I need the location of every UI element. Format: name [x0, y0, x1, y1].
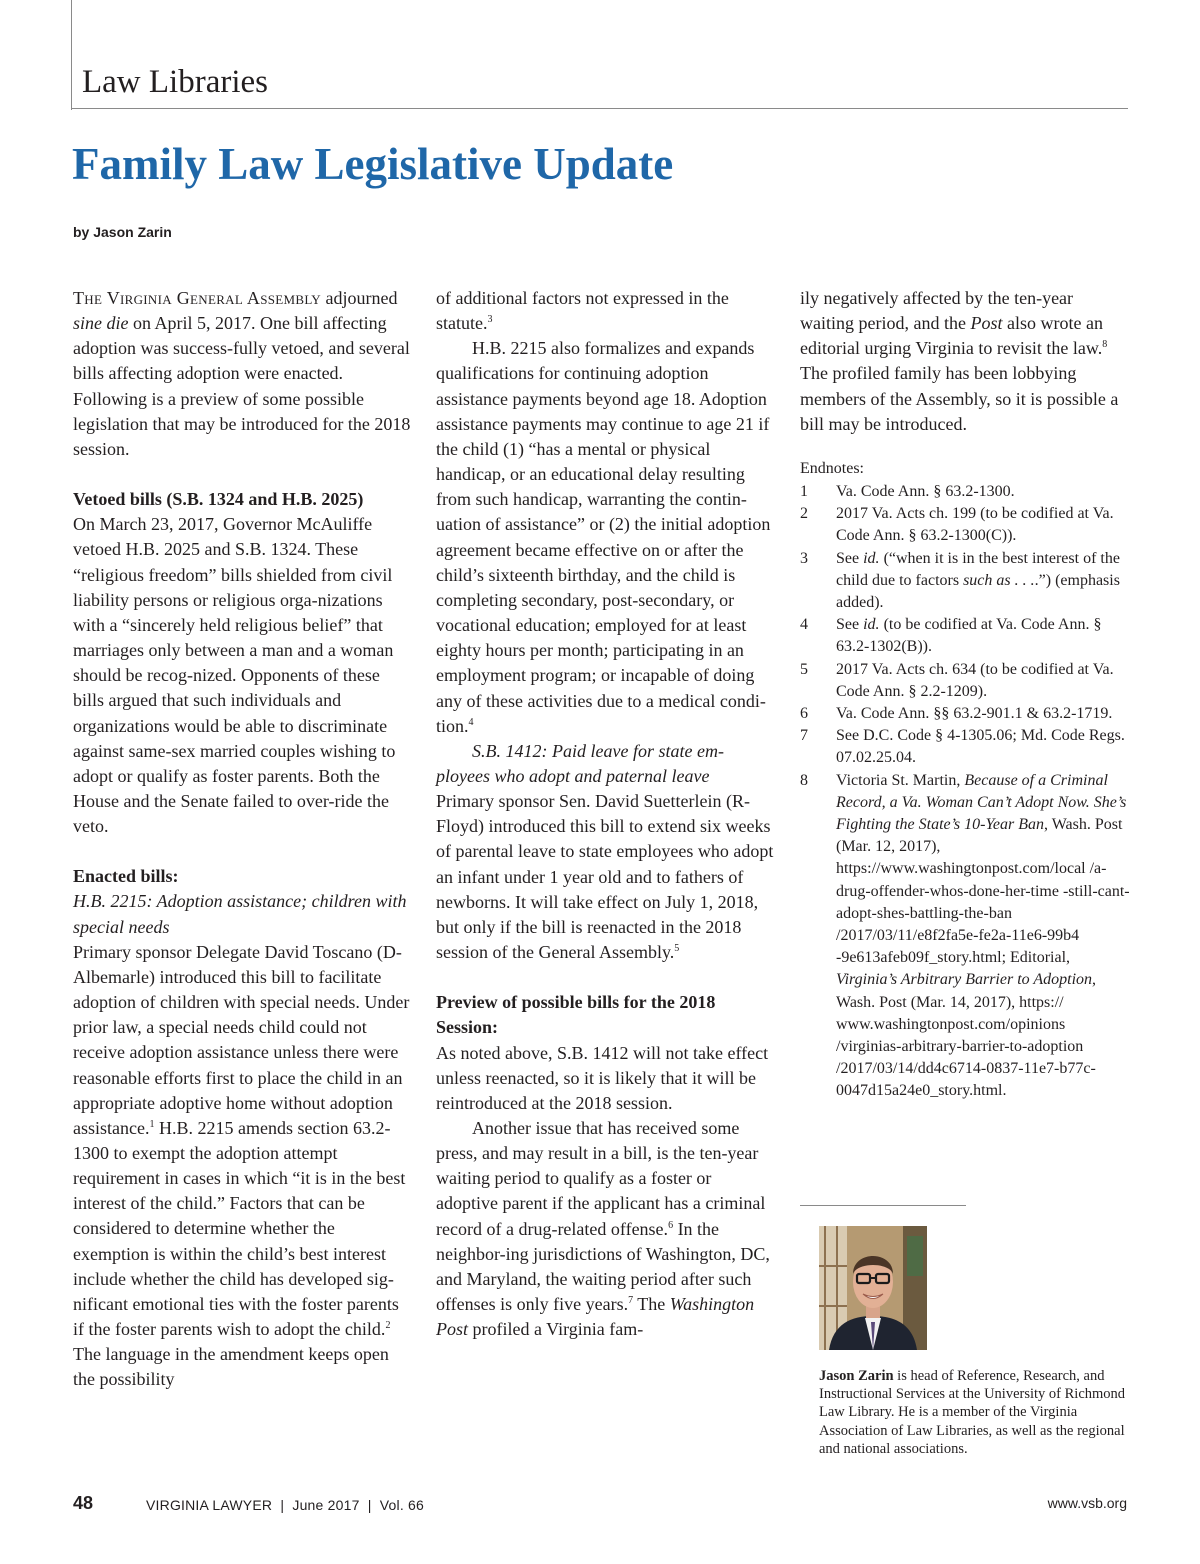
header-horizontal-rule	[71, 108, 1128, 109]
sb-1412-title: S.B. 1412: Paid leave for state em-ployees who adopt and paternal leave	[436, 740, 724, 786]
endnote-item: 6 Va. Code Ann. §§ 63.2-901.1 & 63.2-1719.	[800, 704, 1113, 722]
intro-paragraph: The Virginia General Assembly adjourned sine die on April 5, 2017. One bill affecting adoption was success-fully vetoed, and several bills affecting adoption were enacted. Following is a preview of some possible legislation that may be introduced for the 2018 session.	[73, 288, 411, 459]
intro-lead: The Virginia General Assembly	[73, 288, 321, 308]
article-title: Family Law Legislative Update	[72, 139, 674, 189]
vetoed-paragraph: On March 23, 2017, Governor McAuliffe vetoed H.B. 2025 and S.B. 1324. These “religious freedom” bills shielded from civil liability persons or religious orga-nizations with a “sincerely held religious belief” that marriages only between a man and a woman should be recog-nized. Opponents of these bills argued that such individuals and organizations would be able to discriminate against same-sex married couples wishing to adopt or qualify as foster parents. Both the House and the Senate failed to over-ride the veto.	[73, 514, 396, 837]
endnote-item: 7 See D.C. Code § 4-1305.06; Md. Code Regs. 07.02.25.04.	[800, 727, 1125, 767]
endnote-item: 4 See id. (to be codified at Va. Code Ann. § 63.2-1302(B)).	[800, 616, 1102, 656]
endnote-item: 1 Va. Code Ann. § 63.2-1300.	[800, 482, 1015, 500]
endnote-item: 3 See id. (“when it is in the best interest of the child due to factors such as . . ..”) (emphasis added).	[800, 549, 1120, 611]
column-2	[436, 286, 776, 1342]
preview-heading: Preview of possible bills for the 2018 Session:	[436, 992, 716, 1038]
hb-2215-paragraph: Primary sponsor Delegate David Toscano (D-Albemarle) introduced this bill to facilitate adoption of children with special needs. Under prior law, a special needs child could not receive adoption assistance unless there were reasonable efforts first to place the child in an appropriate adoptive home without adoption assistance.$^1$ H.B. 2215 amends section 63.2-1300 to exempt the adoption attempt requirement in cases in which “it is in the best interest of the child.” Factors that can be considered to determine whether the exemption is within the child’s best interest include whether the child has developed sig-nificant emotional ties with the foster parents if the foster parents wish to adopt the child.$^2$ The language in the amendment keeps open the possibility	[73, 941, 410, 1390]
endnote-ref[interactable]: 1	[149, 1118, 155, 1130]
endnote-ref[interactable]: 3	[487, 314, 493, 326]
hb-2215-title: H.B. 2215: Adoption assistance; children with special needs	[73, 891, 407, 937]
endnote-item: 2 2017 Va. Acts ch. 199 (to be codified at Va. Code Ann. § 63.2-1300(C)).	[800, 505, 1114, 545]
endnote-ref[interactable]: 8	[1102, 339, 1108, 351]
endnote-ref[interactable]: 4	[468, 716, 474, 728]
continuation-paragraph: ily negatively affected by the ten-year waiting period, and the Post also wrote an editorial urging Virginia to revisit the law.$^8$ The profiled family has been lobbying members of the Assembly, so it is possible a bill may be introduced.	[800, 288, 1119, 434]
author-name: Jason Zarin	[819, 1368, 894, 1384]
vetoed-heading: Vetoed bills (S.B. 1324 and H.B. 2025)	[73, 489, 364, 510]
byline: by Jason Zarin	[73, 224, 172, 240]
column-1	[73, 286, 413, 1393]
endnote-ref[interactable]: 5	[674, 943, 680, 955]
column-3	[800, 286, 1130, 1103]
section-label: Law Libraries	[82, 64, 268, 100]
bio-rule	[800, 1205, 966, 1206]
endnote-item: 8 Victoria St. Martin, Because of a Criminal Record, a Va. Woman Can’t Adopt Now. She’s Fighting the State’s 10-Year Ban, Wash. Post (Mar. 12, 2017), https://www.washingtonpost.com/local /a-drug-offender-whos-done-her-time -still-cant-adopt-shes-battling-the-ban /2017/03/11/e8f2fa5e-fe2a-11e6-99b4 -9e613afeb09f_story.html; Editorial, Virginia’s Arbitrary Barrier to Adoption, Wash. Post (Mar. 14, 2017), https:// www.washingtonpost.com/opinions /virginias-arbitrary-barrier-to-adoption /2017/03/14/dd4c6714-0837-11e7-b77c-0047d15a24e0_story.html.	[800, 771, 1130, 1100]
endnotes-heading: Endnotes:	[800, 459, 864, 477]
author-photo	[819, 1226, 927, 1350]
continuation-paragraph: of additional factors not expressed in the statute.$^3$	[436, 288, 729, 334]
page-number: 48	[73, 1493, 94, 1513]
footer-url[interactable]: www.vsb.org	[1047, 1495, 1127, 1511]
endnote-ref[interactable]: 7	[628, 1295, 634, 1307]
enacted-heading: Enacted bills:	[73, 866, 179, 887]
endnote-ref[interactable]: 6	[668, 1219, 674, 1231]
endnote-ref[interactable]: 2	[385, 1320, 391, 1332]
author-bio: Jason Zarin is head of Reference, Research, and Instructional Services at the University of Richmond Law Library. He is a member of the Virginia Association of Law Libraries, as well as the regional and national associations.	[819, 1368, 1126, 1457]
endnotes-list	[800, 481, 1130, 1103]
hb-2215-qualifications-paragraph: H.B. 2215 also formalizes and expands qualifications for continuing adoption assistance payments beyond age 18. Adoption assistance payments may continue to age 21 if the child (1) “has a mental or physical handicap, or an educational delay resulting from such handicap, warranting the contin-uation of assistance” or (2) the initial adoption agreement became effective on or after the child’s sixteenth birthday, and the child is completing secondary, post-secondary, or vocational education; employed for at least eighty hours per month; participating in an employment program; or incapable of doing any of these activities due to a medical condi-tion.$^4$	[436, 338, 771, 736]
header-vertical-rule	[71, 0, 72, 110]
footer-publication: VIRGINIA LAWYER | June 2017 | Vol. 66	[146, 1497, 424, 1513]
sb-1412-paragraph: Primary sponsor Sen. David Suetterlein (R-Floyd) introduced this bill to extend six weeks of parental leave to state employees who adopt an infant under 1 year old and to fathers of newborns. It will take effect on July 1, 2018, but only if the bill is reenacted in the 2018 session of the General Assembly.$^5$	[436, 791, 774, 963]
endnote-item: 5 2017 Va. Acts ch. 634 (to be codified at Va. Code Ann. § 2.2-1209).	[800, 660, 1114, 700]
waiting-period-paragraph: Another issue that has received some press, and may result in a bill, is the ten-year waiting period to qualify as a foster or adoptive parent if the applicant has a criminal record of a drug-related offense.$^6$ In the neighbor-ing jurisdictions of Washington, DC, and Maryland, the waiting period after such offenses is only five years.$^7$ The Washington Post profiled a Virginia fam-	[436, 1118, 770, 1340]
preview-paragraph: As noted above, S.B. 1412 will not take effect unless reenacted, so it is likely that it will be reintroduced at the 2018 session.	[436, 1042, 769, 1113]
